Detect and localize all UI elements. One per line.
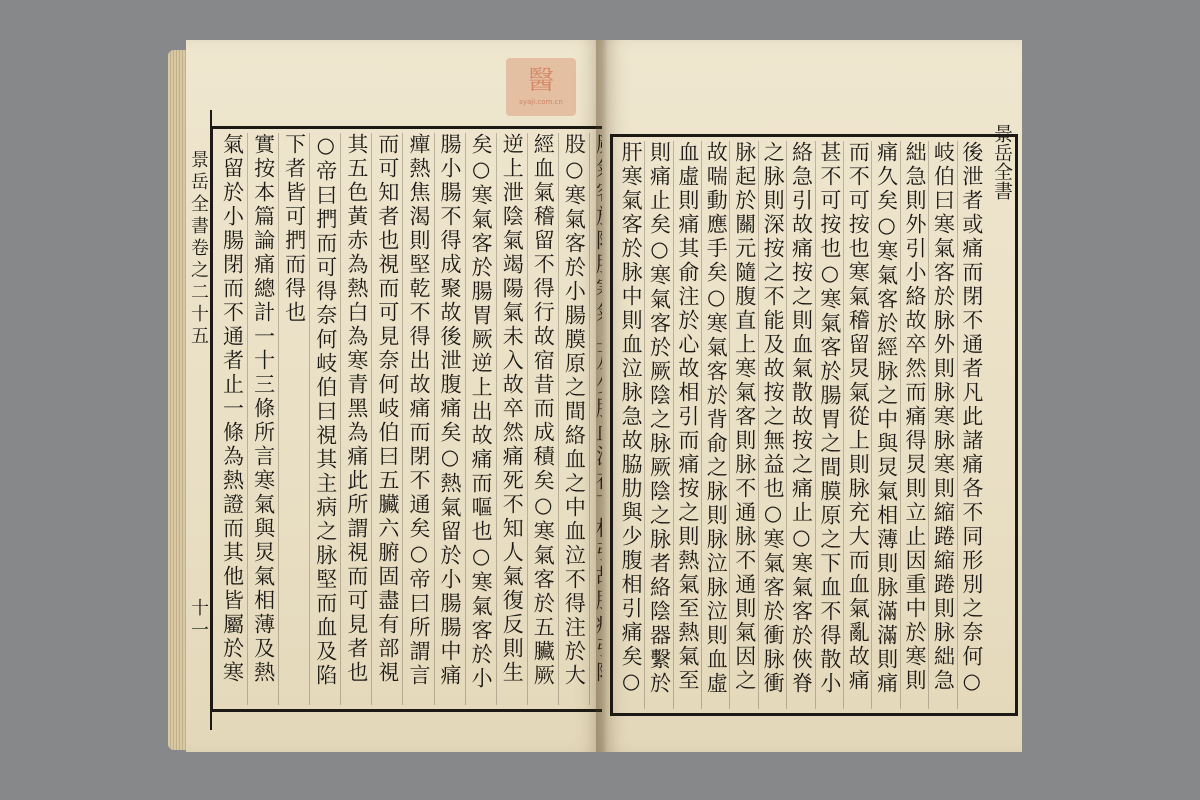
left-text-frame [210, 126, 624, 712]
banxin-volume: 卷之二十五 [188, 238, 209, 348]
left-page-margin-title [186, 110, 212, 730]
text-column: 故喘動應手矣○寒氣客於背俞之脉則脉泣脉泣則血虛 [701, 141, 729, 709]
text-column: 而不可按也寒氣稽留炅氣從上則脉充大而血氣亂故痛 [843, 141, 871, 709]
right-page-header: 景岳全書 [991, 124, 1013, 200]
text-column: 絀急則外引小絡故卒然而痛得炅則立止因重中於寒則 [900, 141, 928, 709]
right-page [602, 40, 1022, 752]
text-column: 逆上泄陰氣竭陽氣未入故卒然痛死不知人氣復反則生 [496, 133, 527, 705]
text-column: 肝寒氣客於脉中則血泣脉急故脇肋與少腹相引痛矣○ [619, 141, 644, 696]
text-column: 腸小腸不得成聚故後泄腹痛矣○熱氣留於小腸腸中痛 [434, 133, 465, 705]
banxin-title: 景岳全書 [188, 150, 209, 238]
open-book [168, 40, 1024, 752]
text-column: 痛久矣○寒氣客於經脉之中與炅氣相薄則脉滿滿則痛 [871, 141, 899, 709]
text-column: ○帝曰捫而可得奈何岐伯曰視其主病之脉堅而血及陷 [309, 133, 340, 705]
text-column: 癉熱焦渴則堅乾不得出故痛而閉不通矣○帝曰所謂言 [402, 133, 433, 705]
folio-number: 十一 [188, 598, 209, 642]
text-column: 甚不可按也○寒氣客於腸胃之間膜原之下血不得散小 [815, 141, 843, 709]
text-column: 矣○寒氣客於腸胃厥逆上出故痛而嘔也○寒氣客於小 [465, 133, 496, 705]
text-column: 絡急引故痛按之則血氣散故按之痛止○寒氣客於俠脊 [786, 141, 814, 709]
text-column: 則痛止矣○寒氣客於厥陰之脉厥陰之脉者絡陰器繫於 [644, 141, 672, 709]
text-column: 後泄者或痛而閉不通者凡此諸痛各不同形別之奈何○ [957, 141, 985, 709]
text-column: 實按本篇論痛總計一十三條所言寒氣與炅氣相薄及熱 [247, 133, 278, 705]
left-page [186, 40, 602, 752]
text-column: 脉起於關元隨腹直上寒氣客則脉不通脉不通則氣因之 [729, 141, 757, 709]
text-column: 而可知者也視而可見奈何岐伯曰五臟六腑固盡有部視 [371, 133, 402, 705]
text-column: 下者皆可捫而得也 [278, 133, 309, 705]
text-column: 其五色黃赤為熱白為寒青黑為痛此所謂視而可見者也 [340, 133, 371, 705]
text-column: 之脉則深按之不能及故按之無益也○寒氣客於衝脉衝 [758, 141, 786, 709]
text-column: 血虛則痛其俞注於心故相引而痛按之則熱氣至熱氣至 [673, 141, 701, 709]
watermark-text: syaji.com.cn [519, 98, 563, 106]
watermark-logo [506, 58, 576, 116]
text-column: 氣留於小腸閉而不通者止一條為熱證而其他皆屬於寒 [220, 133, 245, 685]
text-column: 岐伯曰寒氣客於脉外則脉寒脉寒則縮踡縮踡則脉絀急 [928, 141, 956, 709]
right-text-frame [610, 134, 1018, 716]
text-column: 股○寒氣客於小腸膜原之間絡血之中血泣不得注於大 [558, 133, 589, 705]
text-column: 經血氣稽留不得行故宿昔而成積矣○寒氣客於五臟厥 [527, 133, 558, 705]
watermark-glyph: 醫 [527, 66, 554, 96]
book-gutter [596, 40, 608, 752]
